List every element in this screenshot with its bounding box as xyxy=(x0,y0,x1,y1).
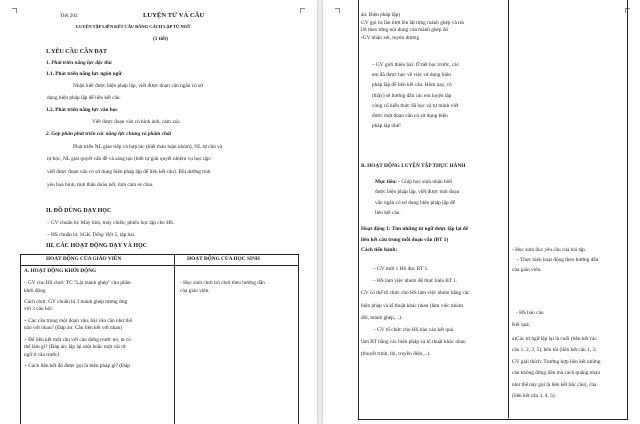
table-column-divider xyxy=(174,254,175,424)
table-line: liên kết câu trong mỗi đoạn văn (BT 1) xyxy=(361,236,449,243)
document-page-right xyxy=(323,0,640,424)
body-text: – GV chuẩn bị: Máy tính, máy chiếu; phiếu học tập cho HS. xyxy=(47,220,175,226)
table-line: + Các câu trong một đoạn văn, bài văn cần như thế xyxy=(24,317,132,324)
table-line: – GV cho HS chơi: TC "Lật mảnh ghép" cho phần xyxy=(24,280,131,286)
method-steps xyxy=(361,263,470,361)
body-text xyxy=(47,232,135,239)
table-section-heading: B. HOẠT ĐỘNG LUYỆN TẬP THỰC HÀNH xyxy=(361,163,466,169)
table-line: với 3 câu hỏi: xyxy=(24,306,54,313)
body-text: tự học, NL giải quyết vấn đề và sáng tạo (biết tự giải quyết nhiệm vụ học tập: xyxy=(47,156,212,162)
section-heading: II. ĐỒ DÙNG DẠY HỌC xyxy=(46,208,112,214)
lesson-duration: (1 tiết) xyxy=(153,36,168,42)
text-run: – HS chuẩn bị: SGK xyxy=(47,232,92,238)
table-line: án: Biện pháp lặp) xyxy=(361,12,400,18)
table-line: Cách chơi: GV chuẩn bị 3 mảnh ghép tương ứng xyxy=(24,298,128,305)
body-text: viết được đoạn văn có sử dụng biện pháp lặp để liên kết câu). Bồi dưỡng tình xyxy=(47,169,211,175)
table-column-divider xyxy=(508,0,509,418)
teacher-activity-text xyxy=(361,12,464,42)
table-header-teacher: HOẠT ĐỘNG CỦA GIÁO VIÊN xyxy=(46,256,122,262)
page-corner-marker xyxy=(300,8,305,13)
table-line: Hoạt động 1: Tìm những từ ngữ được lặp lại để xyxy=(361,226,469,232)
report-label: - HS báo cáo xyxy=(516,310,544,316)
table-line: thể làm gì? (Đáp án: lặp lại một hoặc một vài từ xyxy=(24,344,126,351)
table-line: - Học sinh chơi trò chơi theo hướng dẫn xyxy=(180,280,265,286)
table-line: – HS làm việc nhóm để thực hiện BT 1. xyxy=(373,278,458,285)
section-heading: III. CÁC HOẠT ĐỘNG DẠY VÀ HỌC xyxy=(46,243,148,249)
lesson-subtitle: LUYỆN TẬP LIÊN KẾT CÂU BẰNG CÁCH LẶP TỪ NGỮ xyxy=(76,24,191,29)
table-line: đôi, mảnh ghép,...). xyxy=(361,314,403,321)
body-text: Viết được đoạn văn có hình ảnh, cảm xúc. xyxy=(92,119,182,125)
table-line: lời theo từng nội dung của mảnh ghép đó xyxy=(361,27,449,34)
section-heading: I. YÊU CẦU CẦN ĐẠT xyxy=(46,49,107,55)
subsection-heading: 1. Phát triển năng lực đặc thù xyxy=(46,60,112,66)
table-line: – GV giới thiệu bài: Ở tiết học trước, các xyxy=(372,62,459,68)
table-line: pháp lặp để liên kết câu. Hôm nay, cô xyxy=(372,82,452,89)
table-line: (liên kết câu 3, 4, 5). xyxy=(512,393,556,400)
student-activity-text xyxy=(512,245,598,275)
result-label: Kết quả: xyxy=(512,322,531,328)
table-line: biện pháp và kĩ thuật khác nhau (làm việc nhóm xyxy=(361,302,463,309)
page-corner-marker xyxy=(335,8,340,13)
table-line: như thế này gọi là liên kết bắc cầu), cha xyxy=(512,381,597,388)
table-line: câu không đứng liền mà cách quãng nhau xyxy=(512,370,601,377)
table-line: câu 1, 2, 3, 5), bên tôi (liên kết câu 1, 3; xyxy=(512,347,597,354)
subsection-heading: 1.1. Phát triển năng lực ngôn ngữ xyxy=(46,71,122,77)
objective-text xyxy=(375,177,459,219)
table-line: em đã được học về việc sử dụng biện xyxy=(372,72,451,79)
table-line: - Thực hiện hoạt động theo hướng dẫn xyxy=(517,257,599,263)
table-line: cùng cố kiến thức đã học và tự mình viết xyxy=(372,102,459,109)
table-line: của giáo viên. xyxy=(512,267,542,273)
table-section-heading: A. HOẠT ĐỘNG KHỞI ĐỘNG xyxy=(24,268,97,274)
table-line: a)Các từ ngữ lặp lại là cuối (liên kết các xyxy=(512,336,597,342)
body-text: dụng biện pháp lặp để liên kết câu. xyxy=(47,95,121,101)
table-line: GV gọi hs lần lượt lên lật từng mảnh ghép và trả xyxy=(361,19,464,26)
table-header-student: HOẠT ĐỘNG CỦA HỌC SINH xyxy=(187,256,260,262)
table-line: - Học sinh đọc yêu cầu của bài tập. xyxy=(512,247,587,253)
method-label: Cách tiến hành: xyxy=(361,247,398,254)
table-line: (thầy) sẽ hướng dẫn các em luyện tập xyxy=(372,92,452,99)
table-line: GV giải thích: Trường hợp liên kết những xyxy=(512,358,601,365)
text-run: , tập hai. xyxy=(117,232,136,238)
body-text: yêu hoà bình, tình thân đoàn kết, tình cảm sẻ chia. xyxy=(47,182,154,188)
table-line: + Cách liên kết đó được gọi là biện pháp gì? (Đáp xyxy=(24,363,130,370)
teacher-activity-text xyxy=(24,280,132,371)
body-text: Phát triển NL giao tiếp và hợp tác (biết thảo luận nhóm), NL tự chủ và xyxy=(73,144,223,150)
table-line: văn ngắn có sử dụng biện pháp lặp để xyxy=(375,199,455,206)
table-line: khởi động xyxy=(24,287,46,294)
table-line: -GV nhận xét, tuyên dương xyxy=(361,34,420,41)
period-label: Tiết 202 xyxy=(60,13,78,19)
student-activity-text xyxy=(180,280,265,295)
lesson-title: LUYỆN TỪ VÀ CÂU xyxy=(143,12,205,19)
table-line: - Giúp học sinh nhận biết xyxy=(396,179,452,185)
table-header-divider xyxy=(20,265,298,266)
objective-label: Mục tiêu: xyxy=(375,179,397,185)
lesson-intro-text xyxy=(372,60,459,131)
table-line: nào với nhau? (Đáp án: Cần liên kết với nhau) xyxy=(24,325,123,332)
table-line: – GV mời 1 HS đọc BT 1. xyxy=(373,266,429,272)
table-line: được biện pháp lặp, viết được một đoạn xyxy=(375,189,460,196)
book-title: Tiếng Việt 5 xyxy=(91,232,118,238)
table-line: + Để liên kết một câu với câu đứng trước nó, ta có xyxy=(24,336,131,343)
subsection-heading: 2. Góp phần phát triển các năng lực chung và phẩm chất xyxy=(46,131,172,137)
table-line: ngữ ở câu trước) xyxy=(24,351,60,358)
table-line: liên kết câu. xyxy=(375,210,401,217)
table-line: của giáo viên. xyxy=(180,287,210,294)
page-corner-marker xyxy=(12,8,17,13)
activity-heading xyxy=(361,224,468,256)
table-line: – GV tổ chức cho HS báo cáo kết quả xyxy=(373,327,453,334)
table-line: làm BT bằng các biện pháp và kĩ thuật khác nhau xyxy=(361,339,466,346)
table-line: (thuyết trình, thi, truyền điện,...). xyxy=(361,351,431,358)
table-line: được một đoạn văn có sử dụng biện xyxy=(372,113,448,120)
table-line: pháp lặp nhé! xyxy=(372,123,401,130)
body-text: Nhận biết được biện pháp lặp, viết được đoạn văn ngắn có sử xyxy=(73,83,203,89)
result-text xyxy=(512,334,601,402)
document-page-left xyxy=(0,0,317,424)
subsection-heading: 1.2. Phát triển năng lực văn học xyxy=(46,107,118,113)
table-line: GV có thể tổ chức cho HS làm việc nhóm bằng các xyxy=(361,290,470,297)
